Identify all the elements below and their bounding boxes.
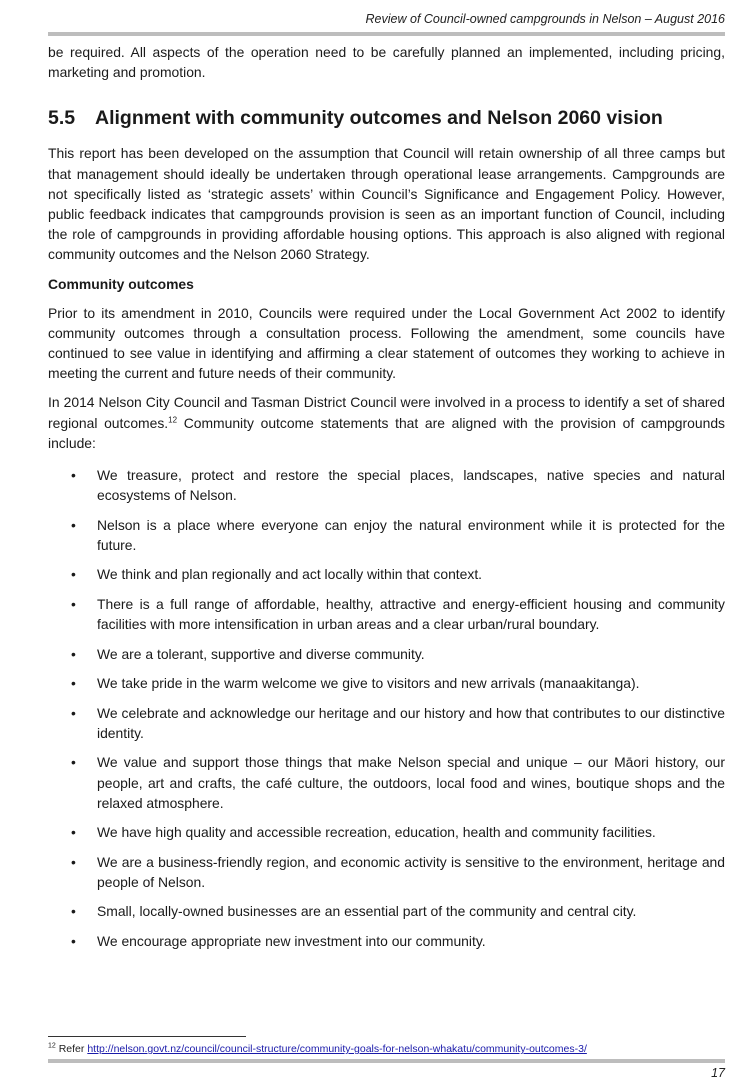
running-header: Review of Council-owned campgrounds in Nelson – August 2016 xyxy=(365,12,725,26)
outcome-item xyxy=(48,852,725,892)
community-paragraph-2-continued: Community outcome statements that are aligned with the provision of campgrounds include: xyxy=(48,414,725,451)
bullet-icon: • xyxy=(71,516,76,533)
page-content xyxy=(48,42,725,960)
outcome-item xyxy=(48,515,725,555)
outcome-item xyxy=(48,901,725,921)
intro-paragraph: be required. All aspects of the operation need to be carefully planned an implemented, including pricing, marketing and promotion. xyxy=(48,44,725,81)
footnote-reference[interactable]: 12 xyxy=(168,415,178,425)
outcome-text: We take pride in the warm welcome we give to visitors and new arrivals (manaakitanga). xyxy=(97,675,640,692)
bullet-icon: • xyxy=(71,566,76,583)
outcome-text: We are a business-friendly region, and economic activity is sensitive to the environment, heritage and people of Nelson. xyxy=(97,853,725,890)
header-divider xyxy=(48,32,725,36)
bullet-icon: • xyxy=(71,467,76,484)
outcome-text: We treasure, protect and restore the special places, landscapes, native species and natural ecosystems of Nelson. xyxy=(97,467,725,504)
outcome-item xyxy=(48,673,725,693)
outcome-text: We value and support those things that make Nelson special and unique – our Māori history, our people, art and crafts, the café culture, the outdoors, local food and wines, boutique shops and the relaxed atmosphere. xyxy=(97,754,725,811)
bullet-icon: • xyxy=(71,853,76,870)
outcome-item xyxy=(48,564,725,584)
footnote xyxy=(48,1042,587,1056)
page-number: 17 xyxy=(711,1066,725,1080)
outcome-item xyxy=(48,752,725,813)
bullet-icon: • xyxy=(71,824,76,841)
outcomes-list xyxy=(48,465,725,951)
community-outcomes-heading: Community outcomes xyxy=(48,275,194,292)
bullet-icon: • xyxy=(71,645,76,662)
community-paragraph-2 xyxy=(48,392,725,453)
footnote-prefix: Refer xyxy=(55,1043,88,1055)
section-number: 5.5 xyxy=(48,107,76,130)
outcome-text: There is a full range of affordable, healthy, attractive and energy-efficient housing and community facilities with more intensification in urban areas and a clear urban/rural boundary. xyxy=(97,595,725,633)
outcome-item xyxy=(48,465,725,505)
bullet-icon: • xyxy=(71,595,76,612)
bullet-icon: • xyxy=(71,903,76,920)
footnote-link[interactable]: http://nelson.govt.nz/council/council-structure/community-goals-for-nelson-whakatu/community-outcomes-3/ xyxy=(87,1043,587,1055)
outcome-item xyxy=(48,822,725,842)
bullet-icon: • xyxy=(71,754,76,771)
footnote-number: 12 xyxy=(48,1042,56,1050)
outcome-text: We encourage appropriate new investment into our community. xyxy=(97,932,486,949)
outcome-text: We are a tolerant, supportive and diverse community. xyxy=(97,645,425,662)
outcome-item xyxy=(48,594,725,634)
section-heading xyxy=(48,106,725,130)
outcome-text: We celebrate and acknowledge our heritage and our history and how that contributes to our distinctive identity. xyxy=(97,704,725,741)
outcome-text: Small, locally-owned businesses are an essential part of the community and central city. xyxy=(97,903,637,920)
outcome-text: Nelson is a place where everyone can enjoy the natural environment while it is protected for the future. xyxy=(97,516,725,553)
section-title: Alignment with community outcomes and Nelson 2060 vision xyxy=(95,107,663,130)
outcome-item xyxy=(48,931,725,951)
footnote-divider xyxy=(48,1036,246,1037)
outcome-text: We think and plan regionally and act locally within that context. xyxy=(97,566,483,583)
bullet-icon: • xyxy=(71,932,76,949)
outcome-item xyxy=(48,644,725,664)
community-paragraph-2-text: In 2014 Nelson City Council and Tasman District Council were involved in a process to identify a set of shared regional outcomes. xyxy=(48,394,725,431)
community-paragraph-1: Prior to its amendment in 2010, Councils were required under the Local Government Act 2002 to identify community outcomes through a consultation process. Following the amendment, some councils have continued to see value in identifying and affirming a clear statement of outcomes they working to achieve in meeting the current and future needs of their community. xyxy=(48,304,725,382)
outcome-item xyxy=(48,703,725,743)
bullet-icon: • xyxy=(71,704,76,721)
outcome-text: We have high quality and accessible recreation, education, health and community facilities. xyxy=(97,824,656,841)
section-paragraph: This report has been developed on the assumption that Council will retain ownership of all three camps but that management should ideally be undertaken through operational lease arrangements. Campgrounds are not specifically listed as ‘strategic assets’ within Council’s Significance and Engagement Policy. However, public feedback indicates that campgrounds provision is seen as an important function of Council, including the role of campgrounds in providing affordable housing options. This approach is also aligned with regional community outcomes and the Nelson 2060 Strategy. xyxy=(48,145,725,263)
bullet-icon: • xyxy=(71,675,76,692)
footer-divider xyxy=(48,1059,725,1063)
